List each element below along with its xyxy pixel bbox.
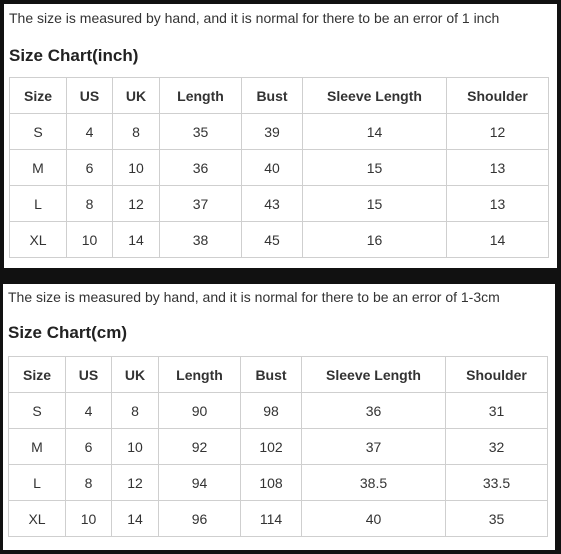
cell-uk: 14 xyxy=(113,222,160,258)
cell-size: XL xyxy=(10,222,67,258)
cell-size: M xyxy=(10,150,67,186)
cell-length: 38 xyxy=(160,222,242,258)
table-row xyxy=(10,222,549,258)
cell-us: 6 xyxy=(66,429,112,465)
column-header-size: Size xyxy=(9,357,66,393)
cell-us: 4 xyxy=(66,393,112,429)
inch-measurement-note: The size is measured by hand, and it is normal for there to be an error of 1 inch xyxy=(9,10,500,26)
column-header-bust: Bust xyxy=(242,78,303,114)
table-row xyxy=(9,393,548,429)
column-header-uk: UK xyxy=(113,78,160,114)
cell-uk: 8 xyxy=(113,114,160,150)
cell-sleeve-length: 16 xyxy=(303,222,447,258)
table-header-row xyxy=(10,78,549,114)
cell-shoulder: 12 xyxy=(447,114,549,150)
table-header-row xyxy=(9,357,548,393)
cell-uk: 12 xyxy=(113,186,160,222)
cell-shoulder: 14 xyxy=(447,222,549,258)
column-header-size: Size xyxy=(10,78,67,114)
column-header-bust: Bust xyxy=(241,357,302,393)
cell-bust: 102 xyxy=(241,429,302,465)
column-header-length: Length xyxy=(159,357,241,393)
cell-bust: 39 xyxy=(242,114,303,150)
inch-chart-title: Size Chart(inch) xyxy=(9,46,139,65)
cm-size-chart-panel xyxy=(3,284,555,550)
cell-shoulder: 32 xyxy=(446,429,548,465)
cell-bust: 40 xyxy=(242,150,303,186)
cell-us: 10 xyxy=(66,501,112,537)
cell-us: 6 xyxy=(67,150,113,186)
cell-length: 35 xyxy=(160,114,242,150)
cell-uk: 10 xyxy=(113,150,160,186)
cell-sleeve-length: 15 xyxy=(303,186,447,222)
cell-length: 90 xyxy=(159,393,241,429)
cm-size-table xyxy=(8,356,548,537)
column-header-us: US xyxy=(67,78,113,114)
cell-bust: 43 xyxy=(242,186,303,222)
column-header-shoulder: Shoulder xyxy=(446,357,548,393)
cell-uk: 10 xyxy=(112,429,159,465)
cell-uk: 14 xyxy=(112,501,159,537)
inch-size-chart-panel xyxy=(4,4,557,268)
table-row xyxy=(10,150,549,186)
column-header-sleeve-length: Sleeve Length xyxy=(302,357,446,393)
cell-us: 4 xyxy=(67,114,113,150)
cell-us: 8 xyxy=(66,465,112,501)
cm-chart-title: Size Chart(cm) xyxy=(8,323,128,342)
cell-uk: 8 xyxy=(112,393,159,429)
table-row xyxy=(9,465,548,501)
cell-size: L xyxy=(9,465,66,501)
column-header-length: Length xyxy=(160,78,242,114)
cell-us: 10 xyxy=(67,222,113,258)
cm-measurement-note: The size is measured by hand, and it is normal for there to be an error of 1-3cm xyxy=(8,289,500,305)
cell-sleeve-length: 15 xyxy=(303,150,447,186)
cell-sleeve-length: 38.5 xyxy=(302,465,446,501)
table-row xyxy=(10,114,549,150)
cell-length: 96 xyxy=(159,501,241,537)
column-header-sleeve-length: Sleeve Length xyxy=(303,78,447,114)
cell-sleeve-length: 37 xyxy=(302,429,446,465)
table-row xyxy=(10,186,549,222)
column-header-us: US xyxy=(66,357,112,393)
cell-sleeve-length: 36 xyxy=(302,393,446,429)
cell-size: XL xyxy=(9,501,66,537)
column-header-shoulder: Shoulder xyxy=(447,78,549,114)
cell-us: 8 xyxy=(67,186,113,222)
cell-length: 37 xyxy=(160,186,242,222)
cell-length: 36 xyxy=(160,150,242,186)
table-row xyxy=(9,429,548,465)
cell-shoulder: 13 xyxy=(447,150,549,186)
table-row xyxy=(9,501,548,537)
cell-size: S xyxy=(10,114,67,150)
cell-size: L xyxy=(10,186,67,222)
cell-bust: 114 xyxy=(241,501,302,537)
column-header-uk: UK xyxy=(112,357,159,393)
cell-shoulder: 31 xyxy=(446,393,548,429)
cell-sleeve-length: 14 xyxy=(303,114,447,150)
cell-length: 94 xyxy=(159,465,241,501)
cell-bust: 98 xyxy=(241,393,302,429)
cell-length: 92 xyxy=(159,429,241,465)
cell-shoulder: 35 xyxy=(446,501,548,537)
cell-bust: 108 xyxy=(241,465,302,501)
cell-uk: 12 xyxy=(112,465,159,501)
cell-size: S xyxy=(9,393,66,429)
cell-size: M xyxy=(9,429,66,465)
cell-sleeve-length: 40 xyxy=(302,501,446,537)
cell-bust: 45 xyxy=(242,222,303,258)
inch-size-table xyxy=(9,77,549,258)
cell-shoulder: 13 xyxy=(447,186,549,222)
cell-shoulder: 33.5 xyxy=(446,465,548,501)
